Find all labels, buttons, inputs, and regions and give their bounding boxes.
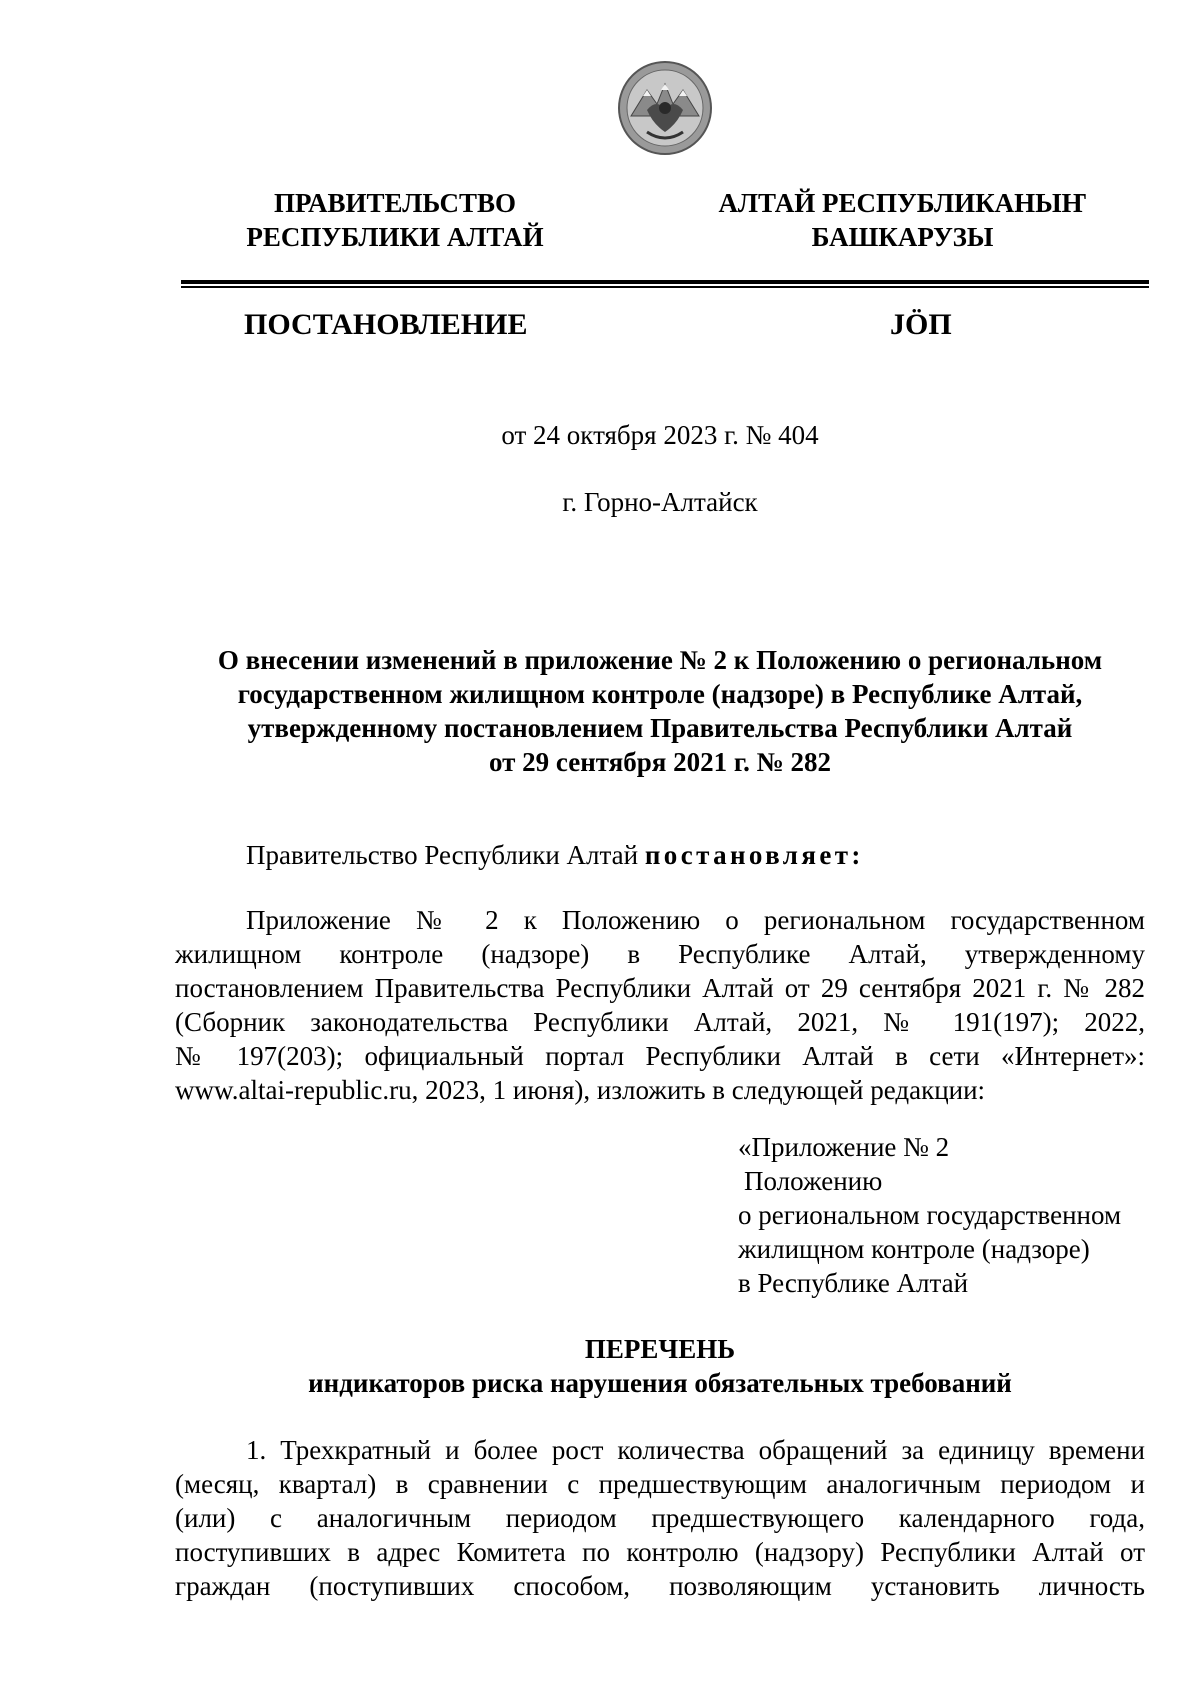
org-line: ПРАВИТЕЛЬСТВО [273,188,517,218]
paragraph-line: постановлением Правительства Республики Алтай от 29 сентября 2021 г. № 282 [175,973,1145,1003]
body-paragraph-1 [175,903,1145,1107]
decree-prefix: Правительство Республики Алтай [246,840,645,870]
paragraph-line: Приложение № 2 к Положению о региональном государственном [246,905,1145,935]
list-heading [175,1332,1145,1400]
appendix-line: о региональном государственном [738,1200,1122,1230]
header-rule-thin [181,286,1149,288]
paragraph-line: 1. Трехкратный и более рост количества обращений за единицу времени [246,1435,1145,1465]
document-city: г. Горно-Алтайск [562,487,758,517]
title-line: утвержденному постановлением Правительства Республики Алтай [247,713,1073,743]
appendix-reference [738,1130,1121,1300]
document-date-number: от 24 октября 2023 г. № 404 [501,420,819,450]
paragraph-line: (или) с аналогичным периодом предшествующего календарного года, [175,1503,1145,1533]
list-heading-title: ПЕРЕЧЕНЬ [584,1334,736,1364]
body-paragraph-2 [175,1433,1145,1603]
org-name-russian [160,186,630,254]
appendix-line: жилищном контроле (надзоре) [738,1234,1090,1264]
title-line: О внесении изменений в приложение № 2 к Положению о региональном [217,645,1103,675]
paragraph-line: www.altai-republic.ru, 2023, 1 июня), изложить в следующей редакции: [175,1075,986,1105]
org-line: РЕСПУБЛИКИ АЛТАЙ [246,222,544,252]
paragraph-line: поступивших в адрес Комитета по контролю (надзору) Республики Алтай от [175,1537,1145,1567]
paragraph-line: № 197(203); официальный портал Республики Алтай в сети «Интернет»: [175,1041,1145,1071]
doctype-altai: JӦП [890,308,952,341]
appendix-line: Положению [744,1166,883,1196]
org-name-altai [705,186,1100,254]
doctype-russian: ПОСТАНОВЛЕНИЕ [244,308,528,341]
decree-verb: постановляет: [644,840,864,870]
org-line: БАШКАРУЗЫ [811,222,994,252]
paragraph-line: (месяц, квартал) в сравнении с предшествующим аналогичным периодом и [175,1469,1145,1499]
org-line: АЛТАЙ РЕСПУБЛИКАНЫҤ [718,188,1087,218]
paragraph-line: граждан (поступивших способом, позволяющим установить личность [175,1571,1145,1601]
document-title [175,643,1145,779]
paragraph-line: (Сборник законодательства Республики Алтай, 2021, № 191(197); 2022, [175,1007,1145,1037]
paragraph-line: жилищном контроле (надзоре) в Республике Алтай, утвержденному [175,939,1145,969]
coat-of-arms-emblem [617,60,713,156]
appendix-line: «Приложение № 2 [738,1132,950,1162]
decree-statement [246,838,864,872]
title-line: от 29 сентября 2021 г. № 282 [489,747,831,777]
appendix-line: в Республике Алтай [738,1268,969,1298]
list-heading-subtitle: индикаторов риска нарушения обязательных требований [308,1368,1012,1398]
title-line: государственном жилищном контроле (надзоре) в Республике Алтай, [237,679,1083,709]
header-rule-thick [181,280,1149,284]
